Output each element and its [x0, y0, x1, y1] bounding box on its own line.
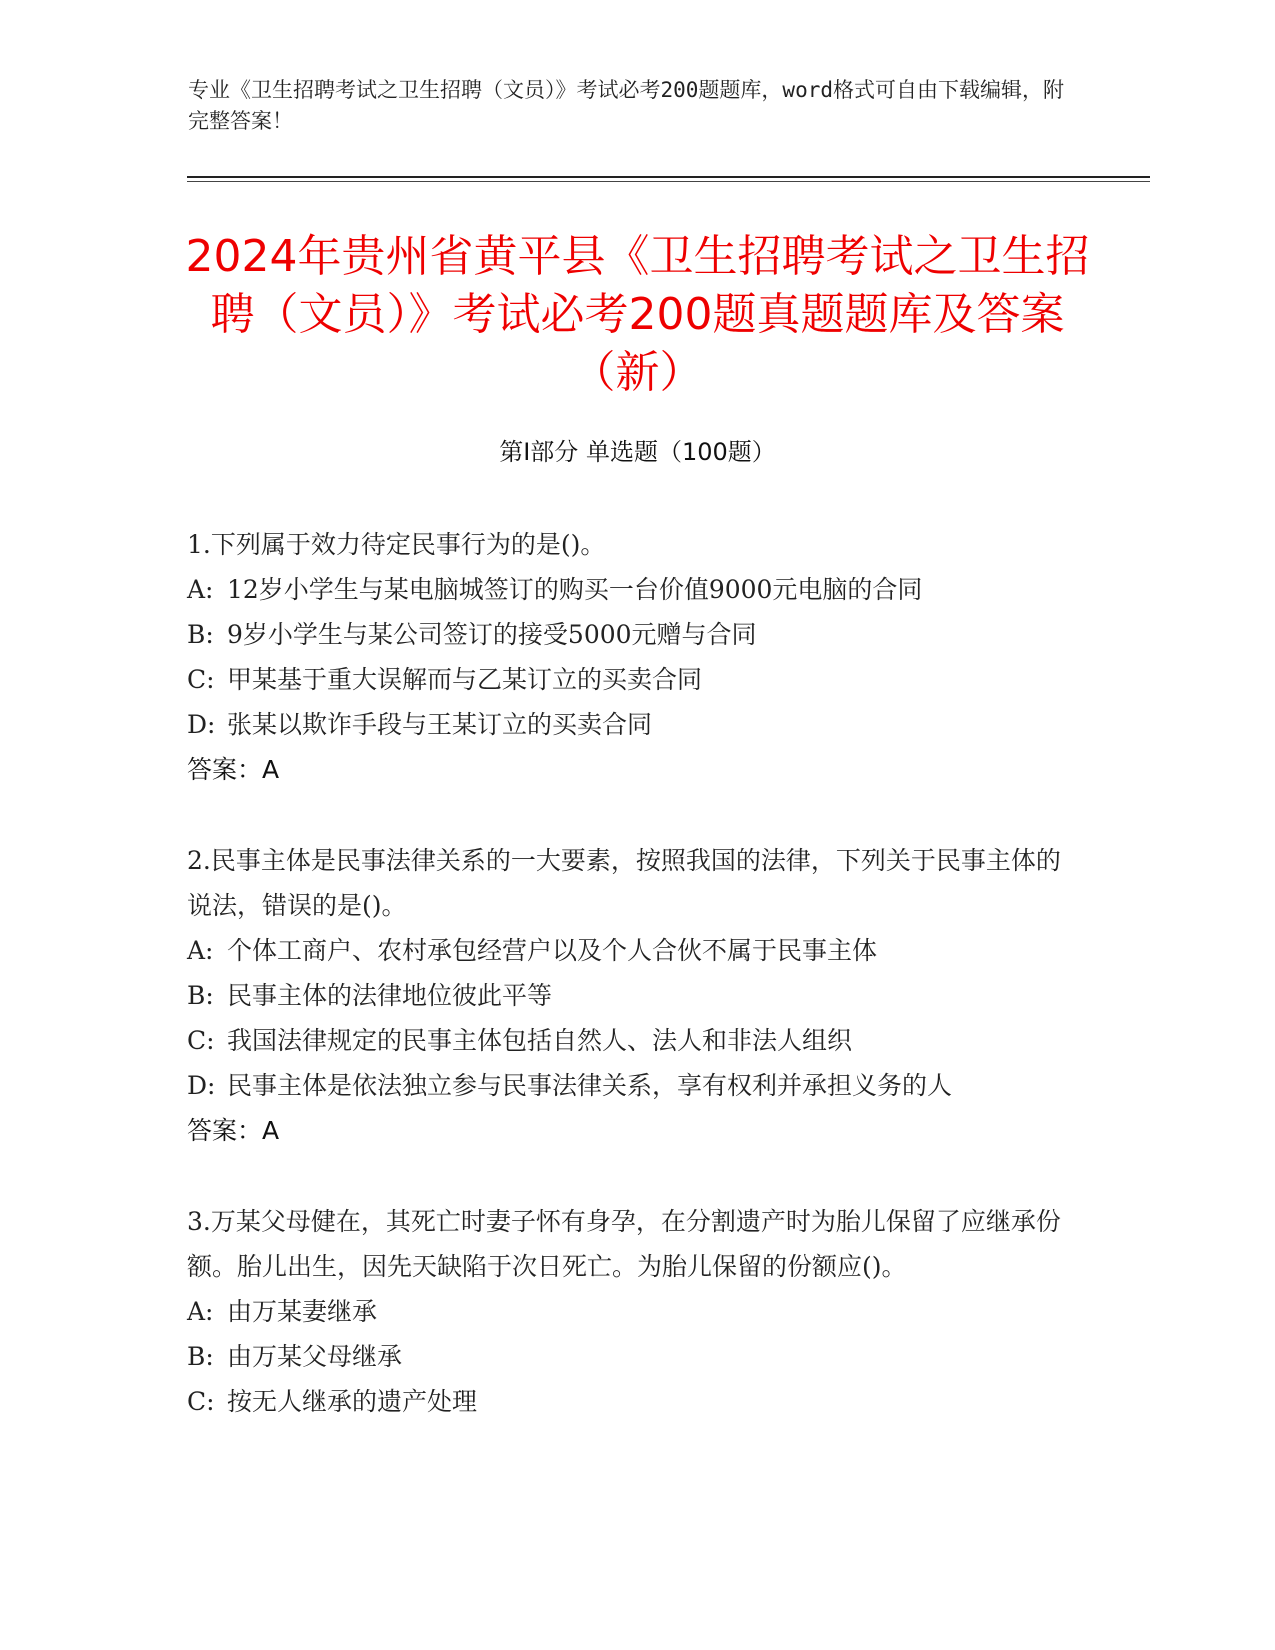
option-c: [187, 1379, 1077, 1424]
answer-line: 答案：A: [187, 755, 280, 784]
option-text: 由万某妻继承: [227, 1297, 378, 1326]
option-a: [187, 1289, 1077, 1334]
option-letter: B:: [187, 981, 214, 1010]
header-divider-thick: [187, 176, 1150, 178]
question-stem: 2.民事主体是民事法律关系的一大要素，按照我国的法律，下列关于民事主体的说法，错误的是()。: [187, 846, 1061, 920]
question-1: [187, 522, 1077, 792]
option-letter: C:: [187, 1387, 215, 1416]
option-text: 个体工商户、农村承包经营户以及个人合伙不属于民事主体: [227, 936, 878, 965]
question-stem: 1.下列属于效力待定民事行为的是()。: [187, 530, 606, 559]
header-divider-thin: [187, 181, 1150, 182]
option-letter: D:: [187, 710, 216, 739]
option-b: [187, 1334, 1077, 1379]
option-text: 12岁小学生与某电脑城签订的购买一台价值9000元电脑的合同: [227, 575, 923, 604]
option-text: 按无人继承的遗产处理: [227, 1387, 478, 1416]
document-title: 2024年贵州省黄平县《卫生招聘考试之卫生招聘（文员）》考试必考200题真题题库及答案（新）: [185, 231, 1090, 398]
option-d: [187, 1063, 1077, 1108]
option-letter: C:: [187, 665, 215, 694]
option-text: 9岁小学生与某公司签订的接受5000元赠与合同: [227, 620, 757, 649]
answer-line: 答案：A: [187, 1116, 280, 1145]
question-2: [187, 838, 1077, 1153]
option-text: 民事主体的法律地位彼此平等: [227, 981, 553, 1010]
option-letter: C:: [187, 1026, 215, 1055]
option-letter: B:: [187, 620, 214, 649]
option-letter: D:: [187, 1071, 216, 1100]
option-c: [187, 657, 1077, 702]
option-text: 我国法律规定的民事主体包括自然人、法人和非法人组织: [227, 1026, 853, 1055]
option-a: [187, 567, 1077, 612]
option-text: 民事主体是依法独立参与民事法律关系，享有权利并承担义务的人: [227, 1071, 953, 1100]
section-title: 第I部分 单选题（100题）: [499, 438, 776, 466]
option-letter: A:: [187, 936, 214, 965]
option-letter: A:: [187, 1297, 214, 1326]
option-letter: A:: [187, 575, 214, 604]
option-b: [187, 612, 1077, 657]
option-d: [187, 702, 1077, 747]
question-list: [187, 522, 1077, 1470]
option-text: 甲某基于重大误解而与乙某订立的买卖合同: [227, 665, 703, 694]
option-text: 由万某父母继承: [227, 1342, 403, 1371]
option-c: [187, 1018, 1077, 1063]
question-3: [187, 1199, 1077, 1424]
header-note: 专业《卫生招聘考试之卫生招聘（文员）》考试必考200题题库，word格式可自由下载编辑，附完整答案！: [188, 78, 1064, 133]
option-a: [187, 928, 1077, 973]
option-b: [187, 973, 1077, 1018]
option-letter: B:: [187, 1342, 214, 1371]
question-stem: 3.万某父母健在，其死亡时妻子怀有身孕，在分割遗产时为胎儿保留了应继承份额。胎儿出生，因先天缺陷于次日死亡。为胎儿保留的份额应()。: [187, 1207, 1061, 1281]
option-text: 张某以欺诈手段与王某订立的买卖合同: [227, 710, 653, 739]
